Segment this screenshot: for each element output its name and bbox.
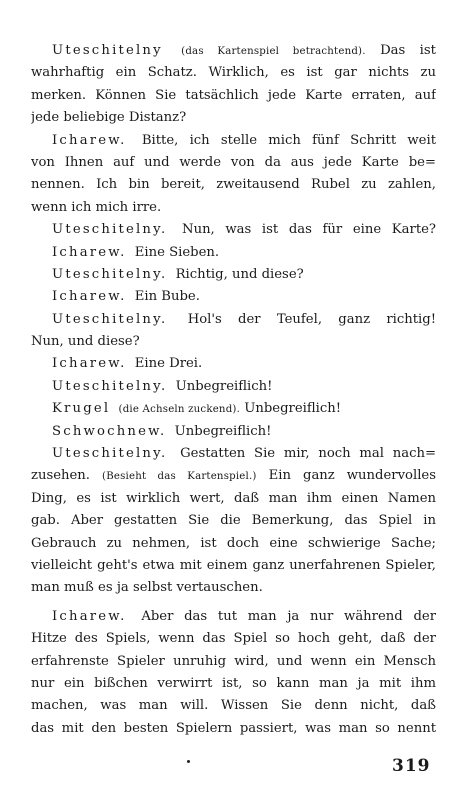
text-line [31, 718, 436, 740]
text-line [31, 577, 436, 599]
text-line [31, 219, 436, 241]
speaker-name: Uteschitelny [52, 43, 163, 58]
line-text: Gebrauch zu nehmen, ist doch eine schwierige Sache; [31, 535, 436, 551]
page-number: 319 [392, 756, 431, 776]
speaker-name: Uteschitelny. [52, 378, 168, 394]
text-line [31, 107, 436, 129]
speaker-name: Icharew. [52, 608, 127, 624]
text-line [31, 533, 436, 555]
line-text: machen, was man will. Wissen Sie denn nicht, daß [31, 698, 436, 714]
line-text: nur ein bißchen verwirrt ist, so kann man ja mit ihm [31, 675, 436, 691]
line-text: Aber das tut man ja nur während der [141, 608, 436, 624]
line-text: das mit den besten Spielern passiert, was man so nennt [31, 720, 436, 736]
text-line [31, 309, 436, 331]
page-text [31, 40, 436, 740]
speaker-name: Uteschitelny. [52, 222, 168, 238]
line-text: nennen. Ich bin bereit, zweitausend Rubel zu zahlen, [31, 177, 436, 193]
text-line [31, 62, 436, 84]
line-text: Ding, es ist wirklich wert, daß man ihm einen Namen [31, 490, 436, 506]
speaker-name: Krugel [52, 401, 111, 417]
text-line [31, 85, 436, 107]
text-line [31, 331, 436, 353]
line-text: Ein Bube. [134, 289, 200, 305]
text-line [31, 555, 436, 577]
stage-direction: (Besieht das Kartenspiel.) [102, 471, 257, 483]
text-line [31, 353, 436, 375]
text-line [31, 174, 436, 196]
speaker-name: Icharew. [52, 132, 127, 148]
line-text: merken. Können Sie tatsächlich jede Karte erraten, auf [31, 87, 436, 103]
text-line [31, 242, 436, 264]
line-text: wahrhaftig ein Schatz. Wirklich, es ist gar nichts zu [31, 65, 436, 81]
text-line [31, 152, 436, 174]
text-line [31, 264, 436, 286]
line-text: zusehen. [31, 468, 90, 484]
page-mark [187, 760, 190, 763]
text-line [31, 510, 436, 532]
line-text: Hol's der Teufel, ganz richtig! [187, 311, 436, 327]
line-text: Eine Drei. [134, 356, 203, 372]
text-line [31, 197, 436, 219]
line-text: jede beliebige Distanz? [31, 110, 187, 126]
line-text: man muß es ja selbst vertauschen. [31, 580, 263, 596]
line-text: Ein ganz wundervolles [268, 468, 436, 484]
line-text: gab. Aber gestatten Sie die Bemerkung, das Spiel in [31, 513, 436, 529]
stage-direction: (die Achseln zuckend). [118, 404, 241, 416]
text-line [31, 695, 436, 717]
line-text: von Ihnen auf und werde von da aus jede Karte be= [31, 154, 436, 170]
text-line [31, 673, 436, 695]
text-line [31, 488, 436, 510]
speaker-name: Schwochnew. [52, 423, 167, 439]
line-text: Nun, und diese? [31, 334, 140, 350]
line-text: Eine Sieben. [134, 244, 220, 260]
line-text: wenn ich mich irre. [31, 199, 162, 215]
speaker-name: Uteschitelny. [52, 266, 168, 282]
line-text: Unbegreiflich! [244, 401, 342, 417]
line-text: erfahrenste Spieler unruhig wird, und wenn ein Mensch [31, 653, 436, 669]
text-line [31, 443, 436, 465]
line-text: Unbegreiflich! [174, 423, 272, 439]
text-line [31, 398, 436, 420]
speaker-name: Icharew. [52, 289, 127, 305]
text-line [31, 606, 436, 628]
line-text: Nun, was ist das für eine Karte? [182, 222, 436, 238]
text-line [31, 421, 436, 443]
speaker-name: Uteschitelny. [52, 311, 168, 327]
text-line [31, 376, 436, 398]
speaker-name: Icharew. [52, 356, 127, 372]
text-line [31, 130, 436, 152]
line-text: vielleicht geht's etwa mit einem ganz unerfahrenen Spieler, [31, 557, 436, 573]
line-text: Richtig, und diese? [175, 266, 304, 282]
text-line [31, 465, 436, 487]
text-line [31, 286, 436, 308]
speaker-name: Uteschitelny. [52, 446, 168, 462]
text-line [31, 40, 436, 62]
line-text: Das ist [380, 43, 436, 58]
text-line [31, 628, 436, 650]
speaker-name: Icharew. [52, 244, 127, 260]
stage-direction: (das Kartenspiel betrachtend). [181, 46, 366, 57]
line-text: Gestatten Sie mir, noch mal nach= [180, 446, 436, 462]
line-text: Unbegreiflich! [175, 378, 273, 394]
line-text: Hitze des Spiels, wenn das Spiel so hoch geht, daß der [31, 631, 436, 647]
text-line [31, 651, 436, 673]
line-text: Bitte, ich stelle mich fünf Schritt weit [141, 132, 436, 148]
